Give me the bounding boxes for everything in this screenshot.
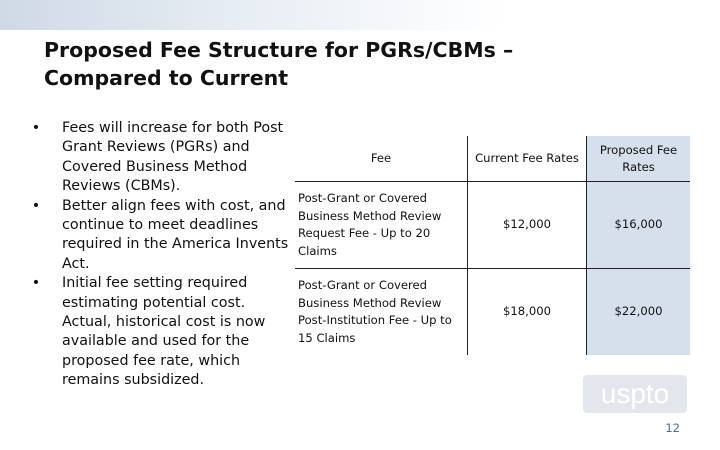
bullet-marker: •	[31, 197, 41, 214]
fee-description: Post-Grant or Covered Business Method Review Request Fee - Up to 20 Claims	[295, 182, 468, 269]
bullet-item	[30, 197, 292, 275]
current-fee-value: $18,000	[468, 269, 587, 356]
table-row	[295, 182, 690, 269]
table-header-row	[295, 136, 690, 182]
fee-comparison-table	[295, 136, 690, 355]
header-fee: Fee	[295, 136, 468, 182]
current-fee-value: $12,000	[468, 182, 587, 269]
header-current-fee-rates: Current Fee Rates	[468, 136, 587, 182]
bullet-text: Better align fees with cost, and continue to meet deadlines required in the America Invents Act.	[62, 197, 289, 272]
bullet-item	[30, 274, 292, 390]
fee-description: Post-Grant or Covered Business Method Review Post-Institution Fee - Up to 15 Claims	[295, 269, 468, 356]
proposed-fee-value: $16,000	[587, 182, 691, 269]
proposed-fee-value: $22,000	[587, 269, 691, 356]
table-row	[295, 269, 690, 356]
bullet-text: Initial fee setting required estimating potential cost. Actual, historical cost is now available and used for the proposed fee rate, which remains subsidized.	[62, 275, 266, 389]
bullet-text: Fees will increase for both Post Grant Reviews (PGRs) and Covered Business Method Reviews (CBMs).	[62, 120, 284, 195]
header-proposed-fee-rates: Proposed Fee Rates	[587, 136, 691, 182]
uspto-logo: uspto	[583, 375, 687, 413]
bullet-marker: •	[31, 275, 41, 292]
header-band	[0, 0, 720, 30]
page-number: 12	[665, 421, 680, 435]
bullet-item	[30, 119, 292, 197]
bullet-list	[30, 119, 292, 391]
bullet-marker: •	[31, 120, 41, 136]
slide-title: Proposed Fee Structure for PGRs/CBMs – Compared to Current	[44, 38, 514, 90]
